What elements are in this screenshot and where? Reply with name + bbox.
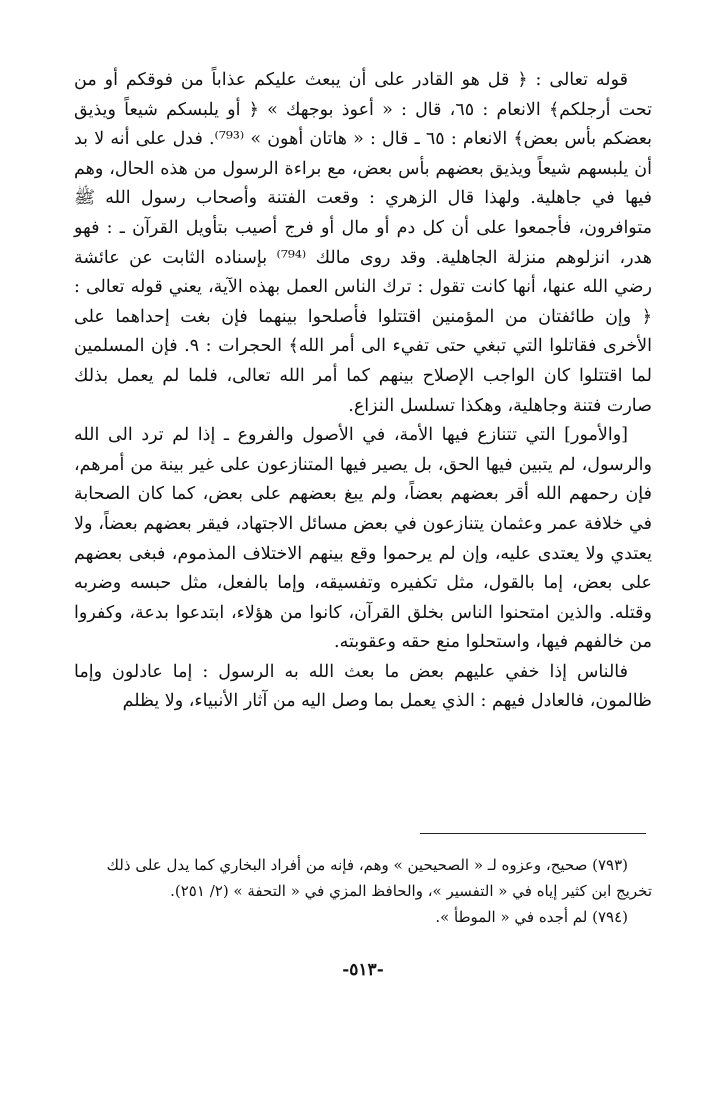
footnotes: [74, 852, 652, 930]
main-text: [74, 66, 652, 717]
page-number: -٥١٣-: [342, 960, 384, 980]
paragraph: قوله تعالى : ﴿ قل هو القادر على أن يبعث عليكم عذاباً من فوقكم أو من تحت أرجلكم﴾ الانعام : ٦٥، قال : « أعوذ بوجهك » ﴿ أو يلبسكم شيعاً ويذيق بعضكم بأس بعض﴾ الانعام : ٦٥ ـ قال : « هاتان أهون » ⁽⁷⁹³⁾. فدل على أنه لا بد أن يلبسهم شيعاً ويذيق بعضهم بأس بعض، مع براءة الرسول من هذه الحال، وهم فيها في جاهلية. ولهذا قال الزهري : وقعت الفتنة وأصحاب رسول الله ﷺ متوافرون، فأجمعوا على أن كل دم أو مال أو فرج أصيب بتأويل القرآن ـ : فهو هدر، انزلوهم منزلة الجاهلية. وقد روى مالك ⁽⁷⁹⁴⁾ بإسناده الثابت عن عائشة رضي الله عنها، أنها كانت تقول : ترك الناس العمل بهذه الآية، يعني قوله تعالى : ﴿ وإن طائفتان من المؤمنين اقتتلوا فأصلحوا بينهما فإن بغت إحداهما على الأخرى فقاتلوا التي تبغي حتى تفيء الى أمر الله﴾ الحجرات : ٩. فإن المسلمين لما اقتتلوا كان الواجب الإصلاح بينهم كما أمر الله تعالى، فلما لم يعمل بذلك صارت فتنة وجاهلية، وهكذا تسلسل النزاع.: [74, 70, 653, 416]
footnote-separator: [420, 833, 646, 834]
paragraph: [والأمور] التي تتنازع فيها الأمة، في الأصول والفروع ـ إذا لم ترد الى الله والرسول، لم يتبين فيها الحق، بل يصير فيها المتنازعون على غير بينة من أمرهم، فإن رحمهم الله أقر بعضهم بعضاً، ولم يبغ بعضهم على بعض، كما كان الصحابة في خلافة عمر وعثمان يتنازعون في بعض مسائل الاجتهاد، فيقر بعضهم بعضاً، ولا يعتدي ولا يعتدى عليه، وإن لم يرحموا وقع بينهم الاختلاف المذموم، فبغى بعضهم على بعض، إما بالقول، مثل تكفيره وتفسيقه، وإما بالفعل، مثل حبسه وضربه وقتله. والذين امتحنوا الناس بخلق القرآن، كانوا من هؤلاء، ابتدعوا بدعة، وكفروا من خالفهم فيها، واستحلوا منع حقه وعقوبته.: [74, 425, 652, 653]
footnote: (٧٩٣) صحيح، وعزوه لـ « الصحيحين » وهم، فإنه من أفراد البخاري كما يدل على ذلك تخريج ابن كثير إياه في « التفسير »، والحافظ المزي في « التحفة » (٢/ ٢٥١).: [106, 856, 652, 900]
footnote: (٧٩٤) لم أجده في « الموطأ ».: [435, 908, 628, 926]
paragraph: فالناس إذا خفي عليهم بعض ما بعث الله به الرسول : إما عادلون وإما ظالمون، فالعادل فيهم : الذي يعمل بما وصل اليه من آثار الأنبياء، ولا يظلم: [74, 661, 652, 712]
